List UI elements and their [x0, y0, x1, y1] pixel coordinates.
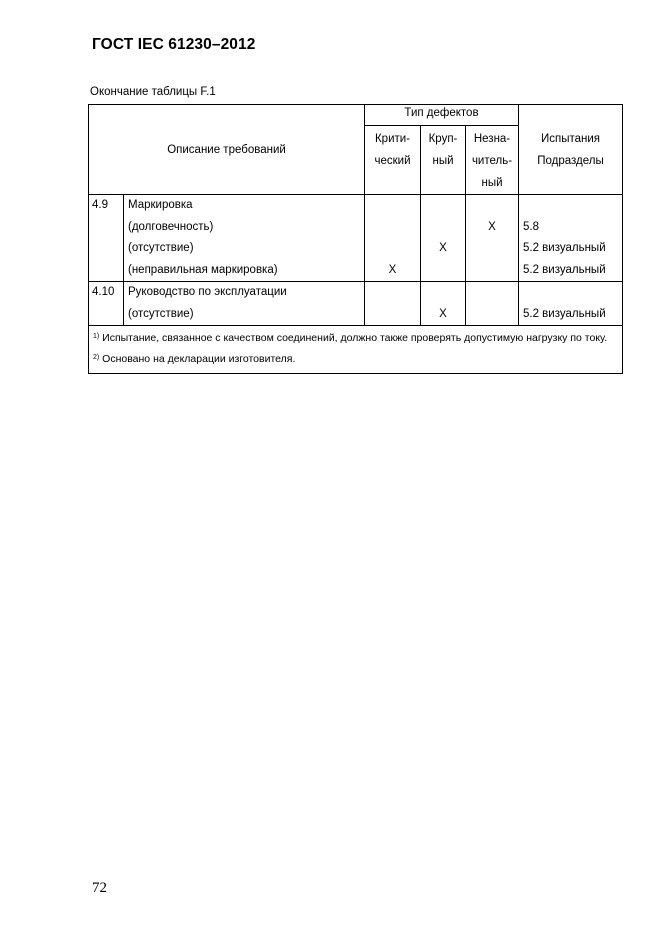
test-cell: 5.8 5.2 визуальный 5.2 визуальный: [519, 195, 623, 282]
footnote-marker: 2): [93, 354, 100, 361]
row-description: [124, 195, 365, 282]
header-major-line2: ный: [432, 155, 454, 167]
footnote-1: [93, 328, 618, 349]
page-number: 72: [92, 880, 107, 896]
header-critical-line2: ческий: [374, 155, 411, 167]
header-minor: [466, 126, 519, 195]
table-row: [89, 195, 623, 282]
row-description: [124, 282, 365, 326]
major-cell: X: [421, 195, 466, 282]
requirements-table: [88, 104, 623, 374]
header-tests-line2: Подразделы: [537, 154, 604, 167]
header-defect-type: Тип дефектов: [365, 105, 519, 126]
document-header: ГОСТ IEC 61230–2012: [92, 36, 256, 53]
major-cell: X: [421, 282, 466, 326]
critical-cell: X: [365, 195, 421, 282]
test-cell: 5.2 визуальный: [519, 282, 623, 326]
header-minor-line1: Незна-: [473, 133, 511, 145]
table-row: [89, 282, 623, 326]
footnote-2: [93, 349, 618, 370]
row-desc-text: (отсутствие): [128, 307, 194, 320]
footnote-text: Испытание, связанное с качеством соединений, должно также проверять допустимую нагрузку по току.: [102, 332, 608, 344]
header-tests: [519, 105, 623, 195]
group-title: Руководство по эксплуатации: [128, 286, 287, 298]
header-critical: [365, 126, 421, 195]
header-description: Описание требований: [89, 105, 365, 195]
group-title: Маркировка: [128, 199, 193, 211]
row-desc-text: (неправильная маркировка): [128, 263, 278, 276]
minor-cell: [466, 282, 519, 326]
table-footnotes: [89, 326, 623, 374]
row-number: 4.9: [89, 195, 124, 282]
header-tests-line1: Испытания: [540, 132, 601, 145]
footnote-marker: 1): [93, 333, 100, 340]
header-critical-line1: Крити-: [374, 133, 411, 145]
table-caption: Окончание таблицы F.1: [90, 86, 216, 98]
header-major-line1: Круп-: [428, 133, 458, 145]
row-desc-text: (долговечность): [128, 220, 214, 233]
header-minor-line3: ный: [481, 177, 503, 189]
minor-cell: X: [466, 195, 519, 282]
header-major: [421, 126, 466, 195]
critical-cell: [365, 282, 421, 326]
header-minor-line2: читель-: [471, 155, 513, 167]
footnote-text: Основано на декларации изготовителя.: [102, 353, 296, 365]
row-desc-text: (отсутствие): [128, 242, 194, 254]
row-number: 4.10: [89, 282, 124, 326]
